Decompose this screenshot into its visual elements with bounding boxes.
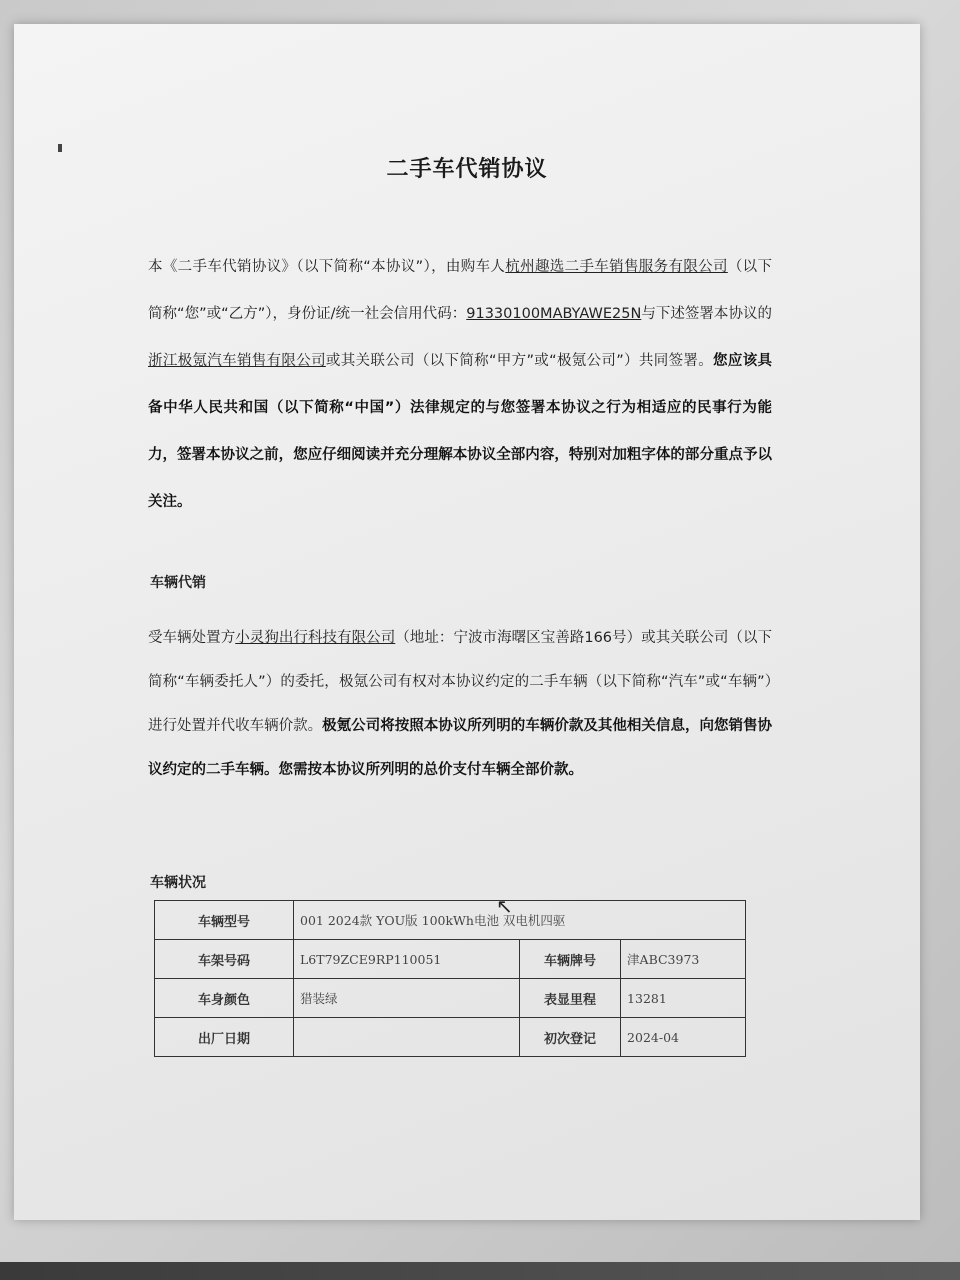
intro-text-1: 本《二手车代销协议》（以下简称“本协议”），由购车人 bbox=[148, 259, 506, 275]
value-first-registration: 2024-04 bbox=[621, 1018, 746, 1057]
intro-text-2: （以下简称“您”或“乙方”），身份证/统一社会信用代码： bbox=[148, 259, 773, 322]
table-row bbox=[155, 940, 746, 979]
intro-bold-notice: 您应该具备中华人民共和国（以下简称“中国”）法律规定的与您签署本协议之行为相适应的民事行为能力，签署本协议之前，您应仔细阅读并充分理解本协议全部内容，特别对加粗字体的部分重点予以关注。 bbox=[148, 353, 773, 510]
value-model: 001 2024款 YOU版 100kWh电池 双电机四驱 bbox=[294, 901, 746, 940]
buyer-name: 杭州趣选二手车销售服务有限公司 bbox=[505, 259, 728, 275]
seller-name: 浙江极氪汽车销售有限公司 bbox=[148, 353, 326, 369]
label-model: 车辆型号 bbox=[155, 901, 294, 940]
owner-name: 小灵狗出行科技有限公司 bbox=[235, 630, 396, 646]
value-manufacture-date bbox=[294, 1018, 520, 1057]
intro-text-3: 与下述签署本协议的 bbox=[641, 306, 772, 322]
label-color: 车身颜色 bbox=[155, 979, 294, 1018]
value-plate: 津ABC3973 bbox=[621, 940, 746, 979]
label-mileage: 表显里程 bbox=[520, 979, 621, 1018]
consign-text-1: 受车辆处置方 bbox=[148, 630, 236, 646]
consign-bold-text: 极氪公司将按照本协议所列明的车辆价款及其他相关信息，向您销售协议约定的二手车辆。您需按本协议所列明的总价支付车辆全部价款。 bbox=[148, 718, 773, 778]
consign-paragraph bbox=[148, 616, 772, 792]
credit-code: 91330100MABYAWE25N bbox=[466, 306, 642, 322]
document-title: 二手车代销协议 bbox=[386, 157, 548, 182]
value-vin: L6T79ZCE9RP110051 bbox=[294, 940, 520, 979]
label-first-registration: 初次登记 bbox=[520, 1018, 621, 1057]
vehicle-status-table bbox=[154, 900, 746, 1057]
table-row bbox=[155, 901, 746, 940]
section-heading-consign: 车辆代销 bbox=[150, 575, 206, 591]
label-vin: 车架号码 bbox=[155, 940, 294, 979]
mouse-pointer-icon: ↖ bbox=[496, 894, 513, 918]
label-manufacture-date: 出厂日期 bbox=[155, 1018, 294, 1057]
table-row bbox=[155, 979, 746, 1018]
section-heading-status: 车辆状况 bbox=[150, 875, 206, 891]
consign-text-2: （地址：宁波市海曙区宝善路166号）或其关联公司（以下简称“车辆委托人”）的委托，极氪公司有权对本协议约定的二手车辆（以下简称“汽车”或“车辆”）进行处置并代收车辆价款。 bbox=[148, 630, 773, 734]
value-color: 猎装绿 bbox=[294, 979, 520, 1018]
intro-paragraph bbox=[148, 244, 772, 526]
value-mileage: 13281 bbox=[621, 979, 746, 1018]
intro-text-4: 或其关联公司（以下简称“甲方”或“极氪公司”）共同签署。 bbox=[325, 353, 714, 369]
label-plate: 车辆牌号 bbox=[520, 940, 621, 979]
document-page bbox=[14, 24, 920, 1220]
table-row bbox=[155, 1018, 746, 1057]
taskbar bbox=[0, 1262, 960, 1280]
page-margin-mark bbox=[58, 144, 62, 152]
